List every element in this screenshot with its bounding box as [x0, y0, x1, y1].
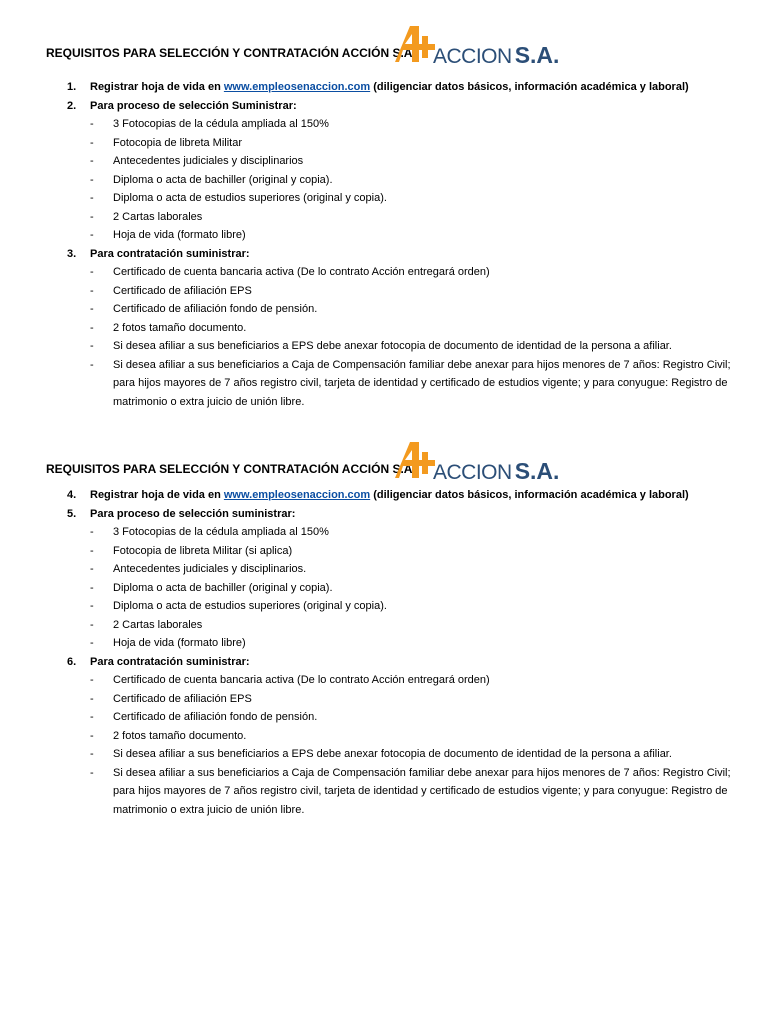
list-item [0, 486, 768, 505]
website-link[interactable]: www.empleosenaccion.com [223, 489, 371, 501]
item-heading: Para contratación suministrar: [90, 247, 250, 260]
sub-list-item: - 2 fotos tamaño documento. [90, 319, 733, 338]
item-heading: Para proceso de selección Suministrar: [90, 99, 297, 112]
page-title: REQUISITOS PARA SELECCIÓN Y CONTRATACIÓN ACCIÓN S.A [46, 46, 413, 60]
list-item [0, 78, 768, 97]
logo-word: ACCION [433, 461, 512, 484]
dash-bullet-icon: - [90, 118, 94, 130]
sub-list [90, 671, 768, 819]
item-number: 5. [67, 507, 77, 520]
requirements-section-1 [0, 22, 768, 408]
dash-bullet-icon: - [90, 229, 94, 241]
dash-bullet-icon: - [90, 674, 94, 686]
sub-list-item: - Si desea afiliar a sus beneficiarios a EPS debe anexar fotocopia de documento de identidad de la persona a afiliar. [90, 745, 733, 764]
page-title: REQUISITOS PARA SELECCIÓN Y CONTRATACIÓN ACCIÓN S.A [46, 462, 413, 476]
dash-bullet-icon: - [90, 711, 94, 723]
sub-list-item: - 2 fotos tamaño documento. [90, 727, 733, 746]
sub-list-item: - Certificado de afiliación fondo de pensión. [90, 708, 733, 727]
list-item [0, 97, 768, 245]
sub-list-item: - 3 Fotocopias de la cédula ampliada al 150% [90, 523, 733, 542]
dash-bullet-icon: - [90, 192, 94, 204]
sub-list-item: - 2 Cartas laborales [90, 208, 733, 227]
sub-list-item: - Certificado de cuenta bancaria activa (De lo contrato Acción entregará orden) [90, 263, 733, 282]
sub-list-item: - Hoja de vida (formato libre) [90, 634, 733, 653]
dash-bullet-icon: - [90, 526, 94, 538]
sub-list-item: - Certificado de afiliación EPS [90, 690, 733, 709]
item-number: 3. [67, 247, 77, 260]
requirements-list [0, 78, 768, 411]
item-number: 6. [67, 655, 77, 668]
sub-list-item: - Si desea afiliar a sus beneficiarios a EPS debe anexar fotocopia de documento de identidad de la persona a afiliar. [90, 337, 733, 356]
sub-list-item: - Diploma o acta de bachiller (original y copia). [90, 171, 733, 190]
item-heading: Para contratación suministrar: [90, 655, 250, 668]
sub-list-item: - Antecedentes judiciales y disciplinarios [90, 152, 733, 171]
sub-list-item: - 3 Fotocopias de la cédula ampliada al 150% [90, 115, 733, 134]
sub-list-item: - Antecedentes judiciales y disciplinarios. [90, 560, 733, 579]
logo-word: ACCION [433, 45, 512, 68]
item-text-after: (diligenciar datos básicos, información académica y laboral) [370, 489, 689, 501]
list-item [0, 245, 768, 412]
logo-suffix: S.A. [514, 42, 560, 68]
sub-list-item: - Si desea afiliar a sus beneficiarios a Caja de Compensación familiar debe anexar para hijos menores de 7 años: Registro Civil; para hijos mayores de 7 años registro civil, tarjeta de identidad y certificado de estudios vigente; y para conyugue: Registro de matrimonio o extra juicio de unión libre. [90, 764, 733, 820]
item-text-after: (diligenciar datos básicos, información académica y laboral) [370, 81, 689, 93]
dash-bullet-icon: - [90, 748, 94, 760]
item-number: 2. [67, 99, 77, 112]
sub-list-item: - Diploma o acta de bachiller (original y copia). [90, 579, 733, 598]
accion-logo [393, 438, 573, 488]
dash-bullet-icon: - [90, 303, 94, 315]
item-number: 1. [67, 81, 77, 93]
dash-bullet-icon: - [90, 581, 94, 594]
dash-bullet-icon: - [90, 563, 94, 575]
accion-logo [393, 22, 573, 72]
sub-list-item: - Certificado de afiliación fondo de pensión. [90, 300, 733, 319]
dash-bullet-icon: - [90, 358, 94, 371]
item-number: 4. [67, 489, 77, 501]
logo-suffix: S.A. [514, 458, 560, 484]
dash-bullet-icon: - [90, 600, 94, 612]
section-header [0, 22, 768, 72]
requirements-list [0, 486, 768, 819]
dash-bullet-icon: - [90, 544, 94, 557]
requirements-section-2 [0, 438, 768, 816]
sub-list-item: - 2 Cartas laborales [90, 616, 733, 635]
dash-bullet-icon: - [90, 692, 94, 705]
dash-bullet-icon: - [90, 136, 94, 149]
sub-list-item: - Diploma o acta de estudios superiores (original y copia). [90, 189, 733, 208]
sub-list-item: - Diploma o acta de estudios superiores (original y copia). [90, 597, 733, 616]
item-text: Registrar hoja de vida en [90, 81, 224, 93]
dash-bullet-icon: - [90, 321, 94, 334]
sub-list-item: - Fotocopia de libreta Militar [90, 134, 733, 153]
dash-bullet-icon: - [90, 729, 94, 742]
sub-list-item: - Fotocopia de libreta Militar (si aplica) [90, 542, 733, 561]
sub-list-item: - Certificado de afiliación EPS [90, 282, 733, 301]
section-header [0, 438, 768, 488]
dash-bullet-icon: - [90, 173, 94, 186]
item-heading: Para proceso de selección suministrar: [90, 507, 296, 520]
sub-list [90, 263, 768, 411]
website-link[interactable]: www.empleosenaccion.com [223, 81, 371, 93]
dash-bullet-icon: - [90, 618, 94, 631]
dash-bullet-icon: - [90, 266, 94, 278]
accion-logo-mark-icon [393, 438, 437, 482]
dash-bullet-icon: - [90, 155, 94, 167]
sub-list [90, 115, 768, 245]
list-item [0, 653, 768, 820]
dash-bullet-icon: - [90, 210, 94, 223]
item-text: Registrar hoja de vida en [90, 489, 224, 501]
sub-list-item: - Hoja de vida (formato libre) [90, 226, 733, 245]
accion-logo-mark-icon [393, 22, 437, 66]
sub-list [90, 523, 768, 653]
dash-bullet-icon: - [90, 340, 94, 352]
dash-bullet-icon: - [90, 637, 94, 649]
dash-bullet-icon: - [90, 766, 94, 779]
list-item [0, 505, 768, 653]
sub-list-item: - Si desea afiliar a sus beneficiarios a Caja de Compensación familiar debe anexar para hijos menores de 7 años: Registro Civil; para hijos mayores de 7 años registro civil, tarjeta de identidad y certificado de estudios vigente; y para conyugue: Registro de matrimonio o extra juicio de unión libre. [90, 356, 733, 412]
sub-list-item: - Certificado de cuenta bancaria activa (De lo contrato Acción entregará orden) [90, 671, 733, 690]
dash-bullet-icon: - [90, 284, 94, 297]
